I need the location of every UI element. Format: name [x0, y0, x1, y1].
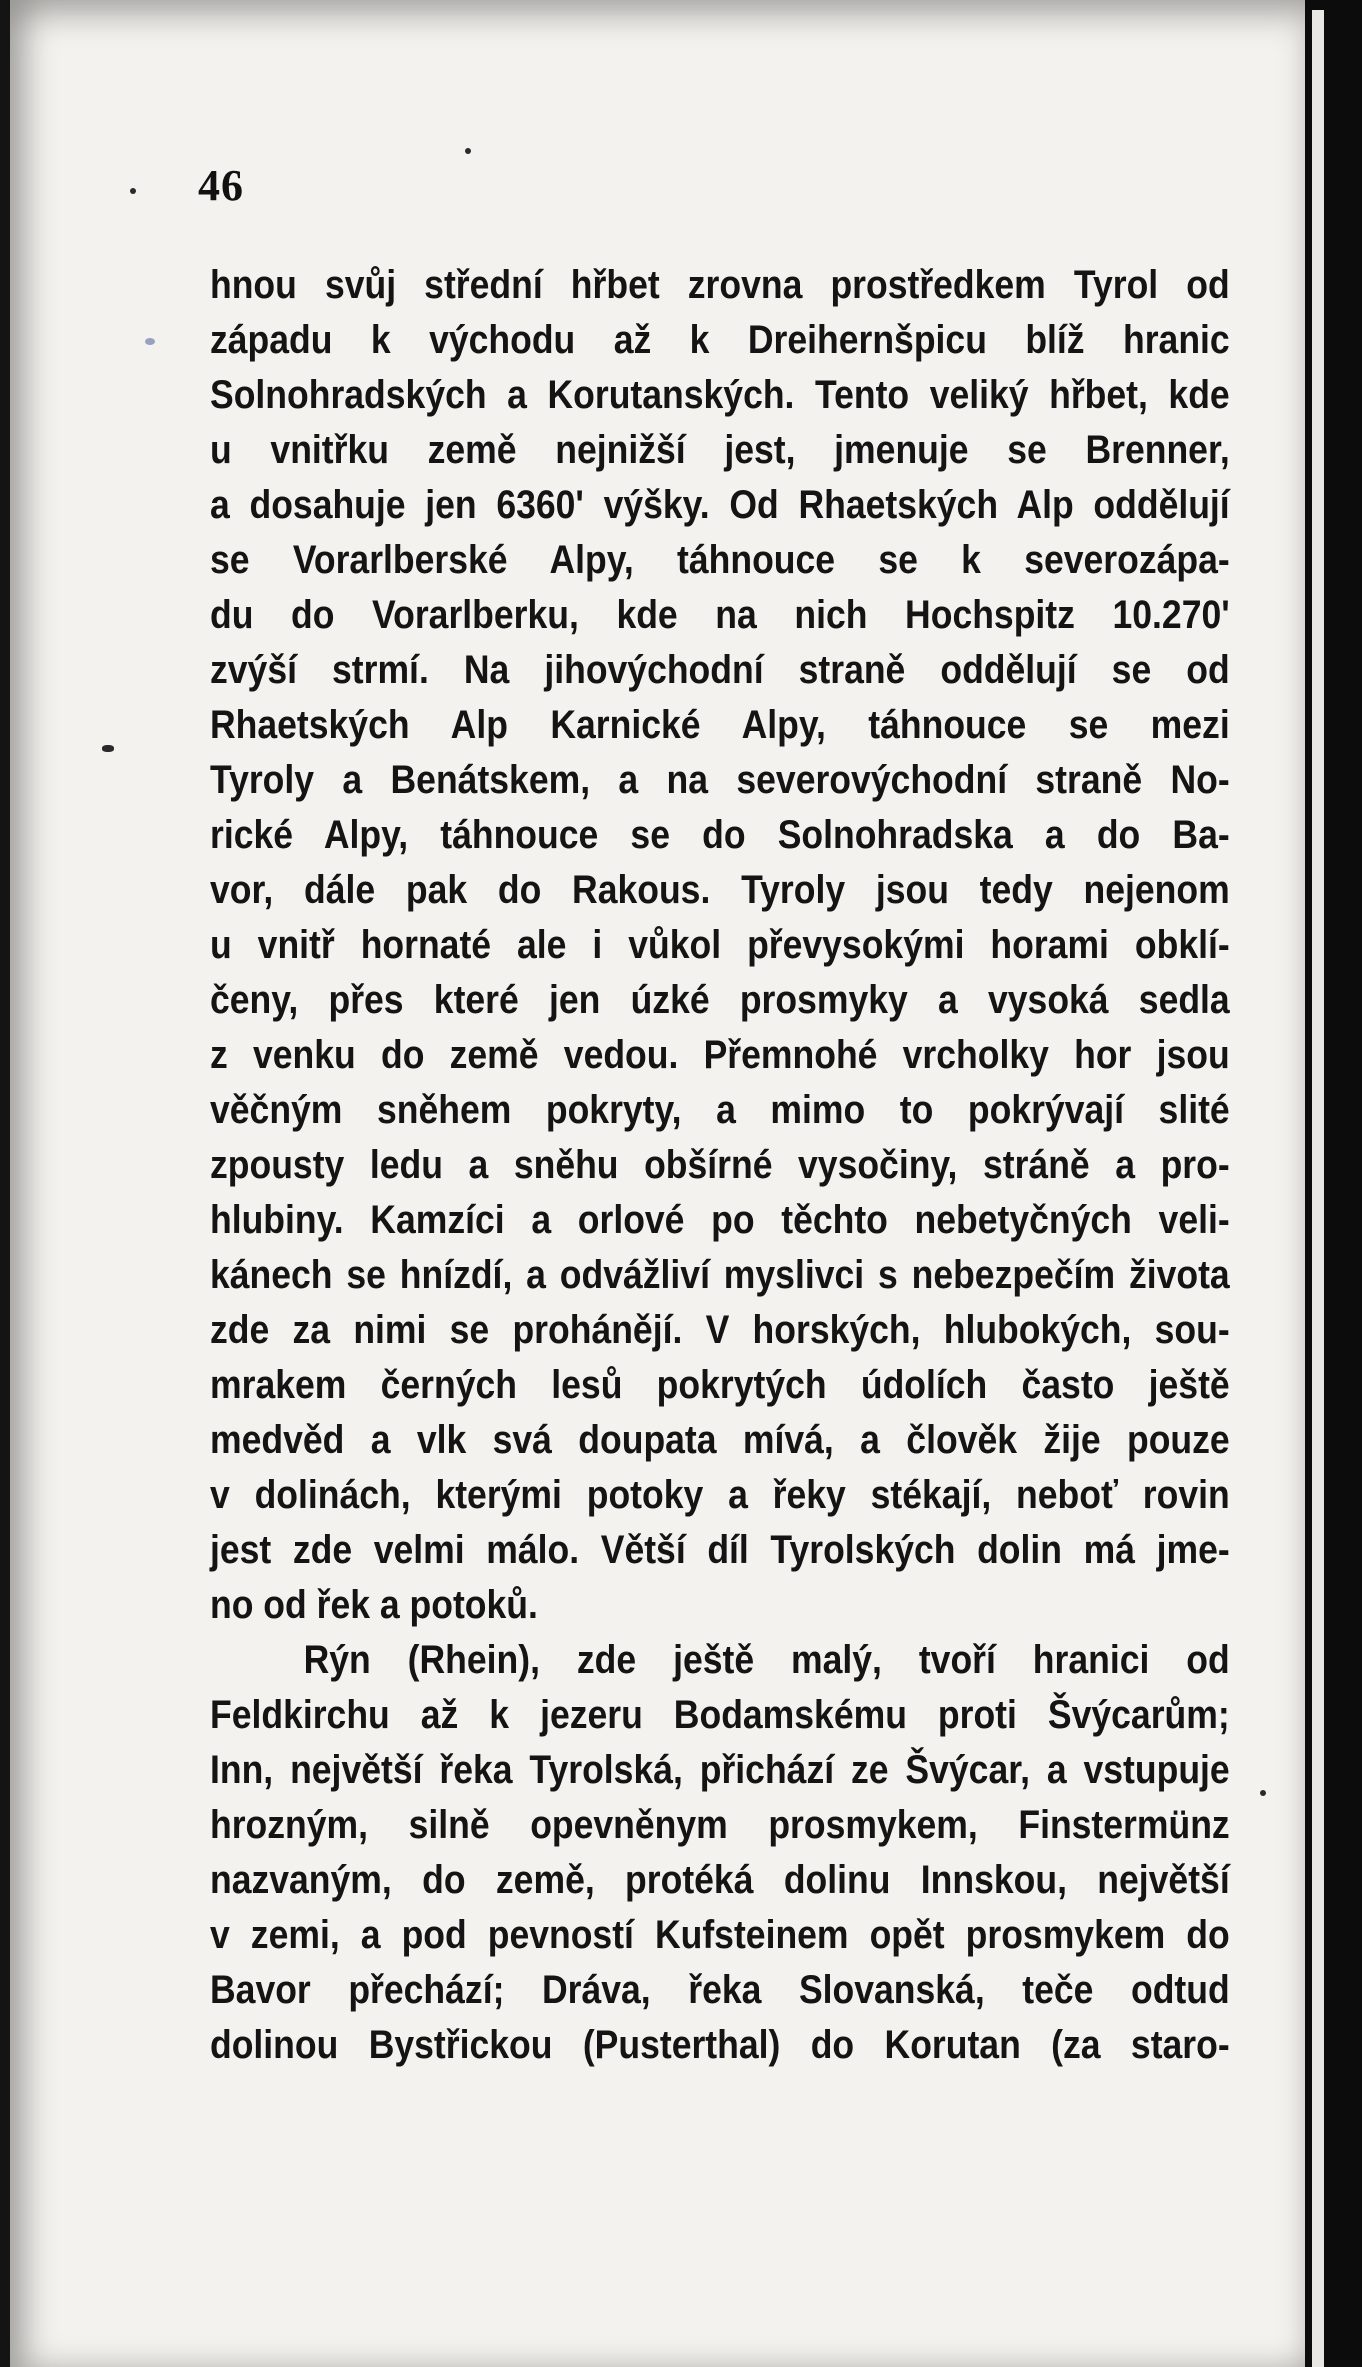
ink-speck: [1260, 1790, 1266, 1796]
text-line: v zemi, a pod pevností Kufsteinem opět prosmykem do: [210, 1913, 1230, 1957]
text-line: du do Vorarlberku, kde na nich Hochspitz 10.270': [210, 593, 1230, 637]
text-line: hlubiny. Kamzíci a orlové po těchto nebetyčných veli-: [210, 1198, 1230, 1242]
text-line: rické Alpy, táhnouce se do Solnohradska a do Ba-: [210, 813, 1230, 857]
page-number: 46: [198, 161, 244, 210]
book-page: [10, 0, 1305, 2367]
text-line: zvýší strmí. Na jihovýchodní straně oddělují se od: [210, 648, 1230, 692]
ink-speck: [102, 745, 114, 752]
ink-speck: [130, 188, 136, 194]
text-line: nazvaným, do země, protéká dolinu Innskou, největší: [210, 1858, 1230, 1902]
text-line: Rhaetských Alp Karnické Alpy, táhnouce se mezi: [210, 703, 1230, 747]
body-text: [210, 258, 1230, 2073]
text-line: Solnohradských a Korutanských. Tento veliký hřbet, kde: [210, 373, 1230, 417]
text-line: a dosahuje jen 6360' výšky. Od Rhaetských Alp oddělují: [210, 483, 1230, 527]
text-line: jest zde velmi málo. Větší díl Tyrolských dolin má jme-: [210, 1528, 1230, 1572]
text-line: v dolinách, kterými potoky a řeky stékají, neboť rovin: [210, 1473, 1230, 1517]
text-line: kánech se hnízdí, a odvážliví myslivci s nebezpečím života: [210, 1253, 1230, 1297]
text-line: medvěd a vlk svá doupata mívá, a člověk žije pouze: [210, 1418, 1230, 1462]
text-line: Feldkirchu až k jezeru Bodamskému proti Švýcarům;: [210, 1693, 1230, 1737]
next-page-edge: [1312, 10, 1324, 2367]
text-line: hrozným, silně opevněnym prosmykem, Finstermünz: [210, 1803, 1230, 1847]
text-line: u vnitř hornaté ale i vůkol převysokými horami obklí-: [210, 923, 1230, 967]
text-line: zpousty ledu a sněhu obšírné vysočiny, stráně a pro-: [210, 1143, 1230, 1187]
text-line: Rýn (Rhein), zde ještě malý, tvoří hranici od: [303, 1638, 1230, 1682]
text-line: no od řek a potoků.: [210, 1583, 538, 1627]
text-line: Inn, největší řeka Tyrolská, přichází ze Švýcar, a vstupuje: [210, 1748, 1230, 1792]
text-line: zde za nimi se prohánějí. V horských, hlubokých, sou-: [210, 1308, 1230, 1352]
ink-speck: [465, 148, 471, 154]
text-line: hnou svůj střední hřbet zrovna prostředkem Tyrol od: [210, 263, 1230, 307]
text-line: Tyroly a Benátskem, a na severovýchodní straně No-: [210, 758, 1230, 802]
text-line: čeny, přes které jen úzké prosmyky a vysoká sedla: [210, 978, 1230, 1022]
text-line: mrakem černých lesů pokrytých údolích často ještě: [210, 1363, 1230, 1407]
text-line: vor, dále pak do Rakous. Tyroly jsou tedy nejenom: [210, 868, 1230, 912]
text-line: věčným sněhem pokryty, a mimo to pokrývají slité: [210, 1088, 1230, 1132]
ink-speck: [145, 338, 155, 345]
text-line: západu k východu až k Dreihernšpicu blíž hranic: [210, 318, 1230, 362]
text-line: z venku do země vedou. Přemnohé vrcholky hor jsou: [210, 1033, 1230, 1077]
text-line: dolinou Bystřickou (Pusterthal) do Korutan (za staro-: [210, 2023, 1230, 2067]
text-line: Bavor přechází; Dráva, řeka Slovanská, teče odtud: [210, 1968, 1230, 2012]
text-line: se Vorarlberské Alpy, táhnouce se k severozápa-: [210, 538, 1230, 582]
text-line: u vnitřku země nejnižší jest, jmenuje se Brenner,: [210, 428, 1230, 472]
